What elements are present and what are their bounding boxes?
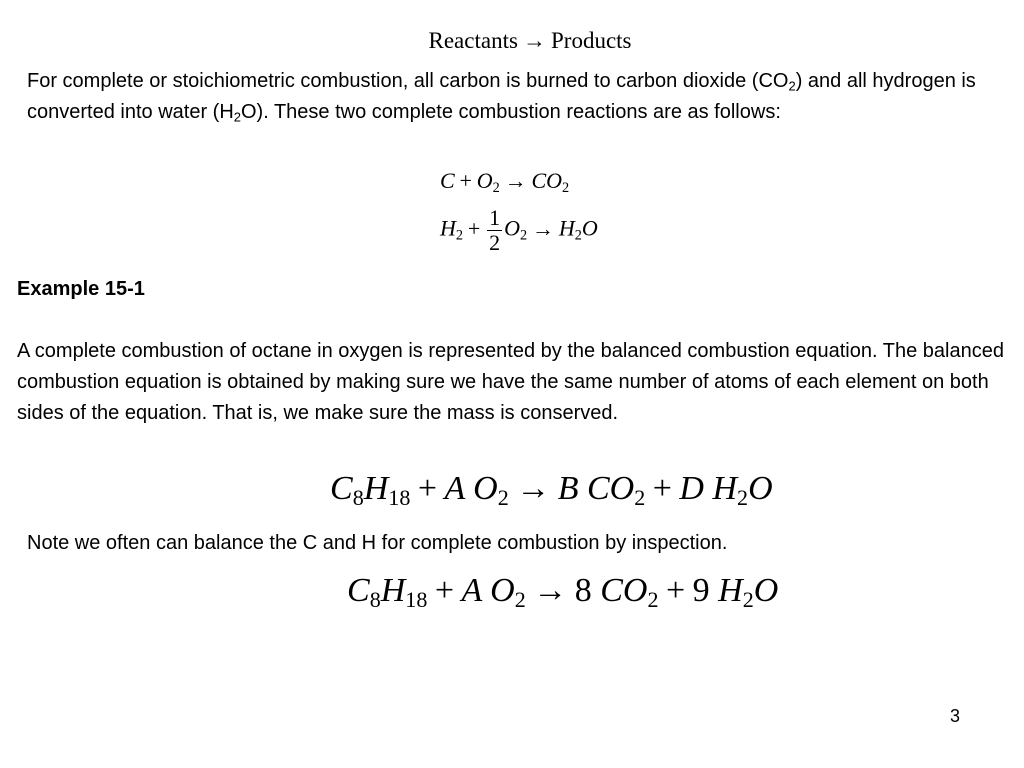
title-reactants: Reactants <box>428 28 518 53</box>
page-number: 3 <box>950 706 961 726</box>
one-half-fraction: $\frac{1}{2}$ <box>489 205 501 255</box>
octane-general-equation: $C_8H_{18} + A$ $O_2 \to B$ $CO_2 + D$ $H_2O$ <box>330 470 773 511</box>
example-heading: Example 15-1 <box>17 278 145 300</box>
slide-title <box>0 28 1024 54</box>
carbon-combustion-equation: $C + O_2 \to CO_2$ <box>440 168 570 196</box>
hydrogen-combustion-equation: $H_2$ + $\frac{1}{2}$ $O_2 \to H_2O$ <box>440 205 598 255</box>
intro-paragraph: For complete or stoichiometric combustion, all carbon is burned to carbon dioxide $(CO_2)$ and all hydrogen is converted into water $(H_2O)$. These two complete combustion reactions are as follows: <box>27 70 976 125</box>
title-arrow: → <box>522 28 546 53</box>
title-products: Products <box>551 28 632 53</box>
note-paragraph: Note we often can balance the C and H for complete combustion by inspection. <box>27 532 728 554</box>
octane-balanced-equation: $C_8H_{18} + A$ $O_2 \to 8$ $CO_2 + 9$ $H_2O$ <box>347 572 779 613</box>
example-paragraph: A complete combustion of octane in oxygen is represented by the balanced combustion equation. The balanced combustion equation is obtained by making sure we have the same number of atoms of each element on both sides of the equation. That is, we make sure the mass is conserved. <box>17 340 1004 424</box>
